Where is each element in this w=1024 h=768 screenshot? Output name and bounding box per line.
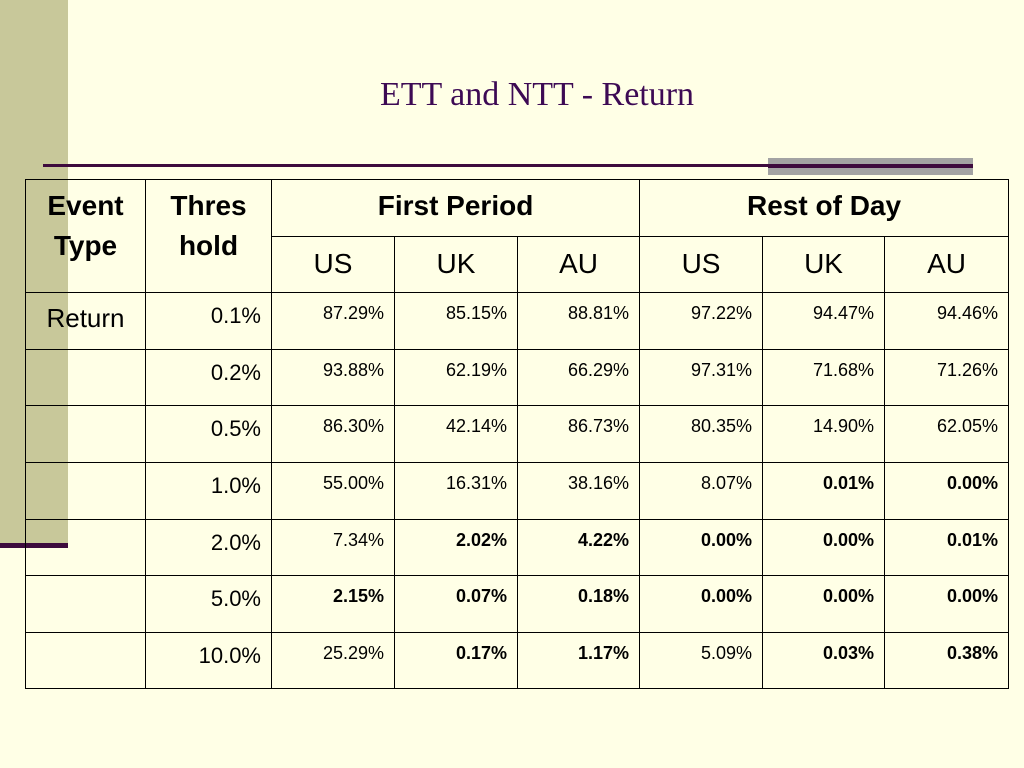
- value-cell: 7.34%: [272, 519, 395, 576]
- value-cell: 42.14%: [395, 406, 518, 463]
- value-cell: 85.15%: [395, 293, 518, 350]
- value-cell-bold: 0.00%: [640, 519, 763, 576]
- value-cell: 86.73%: [518, 406, 640, 463]
- threshold-cell: 1.0%: [146, 462, 272, 519]
- value-cell-bold: 0.07%: [395, 576, 518, 633]
- table-row: [26, 576, 1009, 633]
- header-market-rest-us: US: [640, 236, 763, 293]
- event-type-cell-empty: [26, 462, 146, 519]
- value-cell: 8.07%: [640, 462, 763, 519]
- value-cell: 16.31%: [395, 462, 518, 519]
- table-row: [26, 349, 1009, 406]
- value-cell-bold: 0.01%: [763, 462, 885, 519]
- value-cell: 25.29%: [272, 632, 395, 689]
- value-cell-bold: 0.01%: [885, 519, 1009, 576]
- header-rest-of-day: Rest of Day: [640, 180, 1009, 237]
- value-cell: 38.16%: [518, 462, 640, 519]
- value-cell-bold: 0.03%: [763, 632, 885, 689]
- table-row: [26, 519, 1009, 576]
- header-event-type: Event Type: [26, 180, 146, 293]
- value-cell-bold: 0.17%: [395, 632, 518, 689]
- header-row-1: [26, 180, 1009, 237]
- header-market-rest-uk: UK: [763, 236, 885, 293]
- header-first-period: First Period: [272, 180, 640, 237]
- value-cell-bold: 0.38%: [885, 632, 1009, 689]
- value-cell: 97.22%: [640, 293, 763, 350]
- value-cell: 93.88%: [272, 349, 395, 406]
- value-cell: 55.00%: [272, 462, 395, 519]
- header-market-first-us: US: [272, 236, 395, 293]
- threshold-cell: 0.1%: [146, 293, 272, 350]
- value-cell: 66.29%: [518, 349, 640, 406]
- threshold-cell: 2.0%: [146, 519, 272, 576]
- header-market-rest-au: AU: [885, 236, 1009, 293]
- event-type-cell: Return: [26, 293, 146, 350]
- value-cell: 62.19%: [395, 349, 518, 406]
- event-type-cell-empty: [26, 632, 146, 689]
- value-cell-bold: 0.00%: [885, 576, 1009, 633]
- value-cell-bold: 4.22%: [518, 519, 640, 576]
- value-cell-bold: 0.00%: [885, 462, 1009, 519]
- value-cell: 86.30%: [272, 406, 395, 463]
- value-cell: 80.35%: [640, 406, 763, 463]
- value-cell: 87.29%: [272, 293, 395, 350]
- value-cell: 62.05%: [885, 406, 1009, 463]
- value-cell: 94.46%: [885, 293, 1009, 350]
- value-cell: 94.47%: [763, 293, 885, 350]
- slide-title: ETT and NTT - Return: [379, 76, 695, 113]
- value-cell: 14.90%: [763, 406, 885, 463]
- header-threshold: Thres hold: [146, 180, 272, 293]
- event-type-cell-empty: [26, 406, 146, 463]
- table-row: [26, 406, 1009, 463]
- value-cell-bold: 0.00%: [763, 576, 885, 633]
- value-cell: 97.31%: [640, 349, 763, 406]
- threshold-cell: 0.2%: [146, 349, 272, 406]
- decorative-rule-accent: [768, 165, 973, 168]
- results-table: [25, 179, 1009, 689]
- event-type-cell-empty: [26, 576, 146, 633]
- table-row: [26, 632, 1009, 689]
- value-cell: 71.68%: [763, 349, 885, 406]
- threshold-cell: 10.0%: [146, 632, 272, 689]
- value-cell-bold: 1.17%: [518, 632, 640, 689]
- value-cell-bold: 0.00%: [640, 576, 763, 633]
- table-row: [26, 293, 1009, 350]
- value-cell-bold: 0.18%: [518, 576, 640, 633]
- value-cell-bold: 2.02%: [395, 519, 518, 576]
- threshold-cell: 5.0%: [146, 576, 272, 633]
- table-row: [26, 462, 1009, 519]
- threshold-cell: 0.5%: [146, 406, 272, 463]
- value-cell-bold: 0.00%: [763, 519, 885, 576]
- value-cell: 71.26%: [885, 349, 1009, 406]
- value-cell: 5.09%: [640, 632, 763, 689]
- value-cell: 88.81%: [518, 293, 640, 350]
- header-market-first-uk: UK: [395, 236, 518, 293]
- event-type-cell-empty: [26, 349, 146, 406]
- event-type-cell-empty: [26, 519, 146, 576]
- header-market-first-au: AU: [518, 236, 640, 293]
- value-cell-bold: 2.15%: [272, 576, 395, 633]
